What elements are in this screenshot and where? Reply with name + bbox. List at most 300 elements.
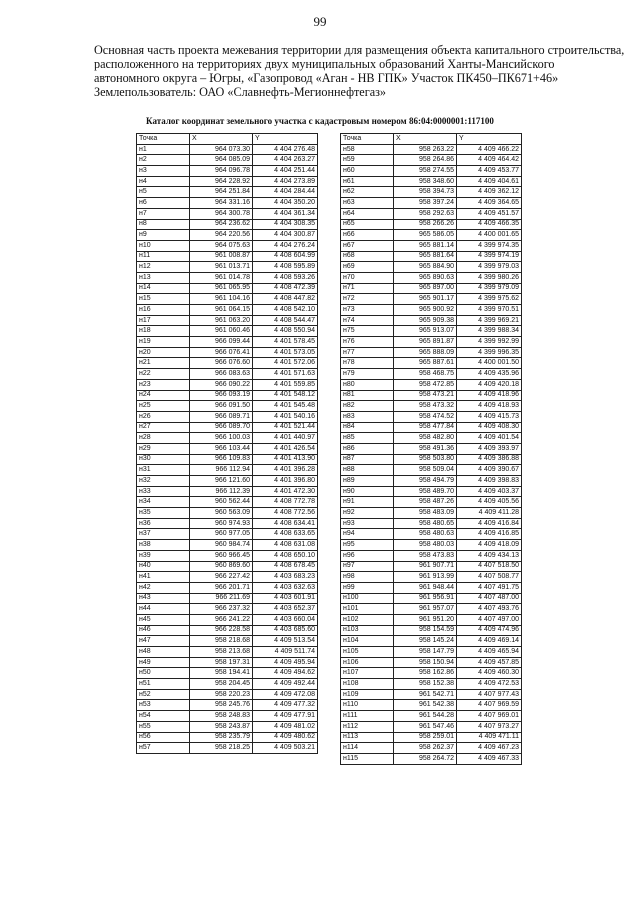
y-coordinate-cell: 4 404 251.44 — [253, 166, 318, 177]
point-id-cell: н6 — [137, 198, 190, 209]
table-row — [341, 476, 522, 487]
y-coordinate-cell: 4 409 420.18 — [457, 379, 522, 390]
point-id-cell: н112 — [341, 721, 394, 732]
y-coordinate-cell: 4 399 969.21 — [457, 315, 522, 326]
table-row — [137, 614, 318, 625]
x-coordinate-cell: 961 951.20 — [394, 614, 457, 625]
table-row — [341, 732, 522, 743]
header-line: расположенного на территориях двух муниципальных образований Ханты-Мансийского — [94, 57, 555, 71]
x-coordinate-cell: 965 888.09 — [394, 347, 457, 358]
point-id-cell: н42 — [137, 582, 190, 593]
point-id-cell: н20 — [137, 347, 190, 358]
x-coordinate-cell: 966 109.83 — [190, 454, 253, 465]
x-coordinate-cell: 958 494.79 — [394, 476, 457, 487]
x-coordinate-cell: 961 907.71 — [394, 561, 457, 572]
y-coordinate-cell: 4 408 595.89 — [253, 262, 318, 273]
point-id-cell: н63 — [341, 198, 394, 209]
table-row — [137, 550, 318, 561]
table-row — [137, 240, 318, 251]
coordinates-table-left — [136, 133, 318, 754]
x-coordinate-cell: 958 220.23 — [190, 689, 253, 700]
table-row — [341, 187, 522, 198]
y-coordinate-cell: 4 407 977.43 — [457, 689, 522, 700]
y-coordinate-cell: 4 408 678.45 — [253, 561, 318, 572]
x-coordinate-cell: 960 869.60 — [190, 561, 253, 572]
column-header-x: X — [190, 134, 253, 145]
table-row — [137, 347, 318, 358]
y-coordinate-cell: 4 409 477.91 — [253, 711, 318, 722]
point-id-cell: н64 — [341, 208, 394, 219]
point-id-cell: н90 — [341, 486, 394, 497]
point-id-cell: н102 — [341, 614, 394, 625]
table-row — [341, 390, 522, 401]
point-id-cell: н36 — [137, 518, 190, 529]
table-row — [341, 315, 522, 326]
y-coordinate-cell: 4 401 440.97 — [253, 433, 318, 444]
point-id-cell: н72 — [341, 294, 394, 305]
y-coordinate-cell: 4 407 493.76 — [457, 604, 522, 615]
x-coordinate-cell: 960 563.09 — [190, 508, 253, 519]
table-row — [137, 208, 318, 219]
table-row — [137, 540, 318, 551]
table-row — [341, 155, 522, 166]
x-coordinate-cell: 958 491.36 — [394, 443, 457, 454]
table-row — [137, 422, 318, 433]
x-coordinate-cell: 958 477.84 — [394, 422, 457, 433]
table-row — [341, 198, 522, 209]
table-row — [341, 208, 522, 219]
point-id-cell: н79 — [341, 369, 394, 380]
x-coordinate-cell: 958 162.86 — [394, 668, 457, 679]
x-coordinate-cell: 966 099.44 — [190, 337, 253, 348]
table-row — [137, 518, 318, 529]
y-coordinate-cell: 4 409 513.54 — [253, 636, 318, 647]
table-row — [137, 294, 318, 305]
y-coordinate-cell: 4 407 508.77 — [457, 572, 522, 583]
y-coordinate-cell: 4 399 979.09 — [457, 283, 522, 294]
point-id-cell: н57 — [137, 743, 190, 754]
point-id-cell: н78 — [341, 358, 394, 369]
point-id-cell: н4 — [137, 176, 190, 187]
header-line: Основная часть проекта межевания территории для размещения объекта капитального строительства, — [94, 43, 625, 57]
x-coordinate-cell: 961 547.46 — [394, 721, 457, 732]
table-row — [341, 700, 522, 711]
point-id-cell: н3 — [137, 166, 190, 177]
table-row — [137, 561, 318, 572]
table-row — [341, 518, 522, 529]
y-coordinate-cell: 4 409 453.77 — [457, 166, 522, 177]
y-coordinate-cell: 4 409 494.62 — [253, 668, 318, 679]
x-coordinate-cell: 961 542.38 — [394, 700, 457, 711]
x-coordinate-cell: 958 292.63 — [394, 208, 457, 219]
y-coordinate-cell: 4 409 411.28 — [457, 508, 522, 519]
point-id-cell: н21 — [137, 358, 190, 369]
point-id-cell: н66 — [341, 230, 394, 241]
table-row — [137, 272, 318, 283]
point-id-cell: н18 — [137, 326, 190, 337]
y-coordinate-cell: 4 409 434.13 — [457, 550, 522, 561]
point-id-cell: н38 — [137, 540, 190, 551]
point-id-cell: н106 — [341, 657, 394, 668]
y-coordinate-cell: 4 403 683.23 — [253, 572, 318, 583]
x-coordinate-cell: 965 881.64 — [394, 251, 457, 262]
y-coordinate-cell: 4 409 511.74 — [253, 647, 318, 658]
y-coordinate-cell: 4 400 001.50 — [457, 358, 522, 369]
y-coordinate-cell: 4 401 413.90 — [253, 454, 318, 465]
point-id-cell: н32 — [137, 476, 190, 487]
point-id-cell: н14 — [137, 283, 190, 294]
table-row — [137, 668, 318, 679]
y-coordinate-cell: 4 407 487.00 — [457, 593, 522, 604]
y-coordinate-cell: 4 399 975.62 — [457, 294, 522, 305]
x-coordinate-cell: 966 241.22 — [190, 614, 253, 625]
point-id-cell: н98 — [341, 572, 394, 583]
y-coordinate-cell: 4 408 604.99 — [253, 251, 318, 262]
y-coordinate-cell: 4 401 396.28 — [253, 465, 318, 476]
x-coordinate-cell: 961 063.20 — [190, 315, 253, 326]
table-row — [341, 166, 522, 177]
table-row — [137, 486, 318, 497]
y-coordinate-cell: 4 409 503.21 — [253, 743, 318, 754]
y-coordinate-cell: 4 399 992.99 — [457, 337, 522, 348]
x-coordinate-cell: 958 235.79 — [190, 732, 253, 743]
x-coordinate-cell: 964 075.63 — [190, 240, 253, 251]
table-row — [341, 572, 522, 583]
table-row — [137, 155, 318, 166]
table-row — [137, 305, 318, 316]
x-coordinate-cell: 960 966.45 — [190, 550, 253, 561]
point-id-cell: н53 — [137, 700, 190, 711]
y-coordinate-cell: 4 401 540.16 — [253, 411, 318, 422]
point-id-cell: н41 — [137, 572, 190, 583]
point-id-cell: н99 — [341, 582, 394, 593]
x-coordinate-cell: 958 204.45 — [190, 679, 253, 690]
point-id-cell: н111 — [341, 711, 394, 722]
y-coordinate-cell: 4 408 633.65 — [253, 529, 318, 540]
y-coordinate-cell: 4 404 276.24 — [253, 240, 318, 251]
y-coordinate-cell: 4 408 472.39 — [253, 283, 318, 294]
x-coordinate-cell: 958 487.26 — [394, 497, 457, 508]
table-row — [341, 636, 522, 647]
point-id-cell: н77 — [341, 347, 394, 358]
table-row — [137, 657, 318, 668]
y-coordinate-cell: 4 409 364.65 — [457, 198, 522, 209]
x-coordinate-cell: 966 103.44 — [190, 443, 253, 454]
x-coordinate-cell: 961 104.16 — [190, 294, 253, 305]
point-id-cell: н108 — [341, 679, 394, 690]
y-coordinate-cell: 4 404 308.35 — [253, 219, 318, 230]
x-coordinate-cell: 958 348.60 — [394, 176, 457, 187]
y-coordinate-cell: 4 408 650.10 — [253, 550, 318, 561]
table-row — [341, 550, 522, 561]
table-row — [341, 176, 522, 187]
table-row — [137, 219, 318, 230]
x-coordinate-cell: 966 076.41 — [190, 347, 253, 358]
point-id-cell: н97 — [341, 561, 394, 572]
x-coordinate-cell: 964 228.92 — [190, 176, 253, 187]
y-coordinate-cell: 4 409 390.67 — [457, 465, 522, 476]
y-coordinate-cell: 4 409 401.54 — [457, 433, 522, 444]
x-coordinate-cell: 958 482.80 — [394, 433, 457, 444]
table-row — [137, 262, 318, 273]
x-coordinate-cell: 966 112.94 — [190, 465, 253, 476]
y-coordinate-cell: 4 409 472.08 — [253, 689, 318, 700]
table-row — [137, 326, 318, 337]
y-coordinate-cell: 4 409 415.73 — [457, 411, 522, 422]
point-id-cell: н1 — [137, 144, 190, 155]
point-id-cell: н113 — [341, 732, 394, 743]
table-row — [341, 411, 522, 422]
table-row — [137, 700, 318, 711]
y-coordinate-cell: 4 408 544.47 — [253, 315, 318, 326]
point-id-cell: н49 — [137, 657, 190, 668]
point-id-cell: н22 — [137, 369, 190, 380]
column-header-point: Точка — [341, 134, 394, 145]
table-row — [137, 593, 318, 604]
x-coordinate-cell: 961 060.46 — [190, 326, 253, 337]
x-coordinate-cell: 966 076.60 — [190, 358, 253, 369]
y-coordinate-cell: 4 409 466.22 — [457, 144, 522, 155]
y-coordinate-cell: 4 408 542.10 — [253, 305, 318, 316]
table-row — [341, 272, 522, 283]
table-row — [341, 721, 522, 732]
point-id-cell: н30 — [137, 454, 190, 465]
y-coordinate-cell: 4 409 466.35 — [457, 219, 522, 230]
point-id-cell: н88 — [341, 465, 394, 476]
x-coordinate-cell: 958 218.68 — [190, 636, 253, 647]
table-row — [137, 390, 318, 401]
table-row — [341, 433, 522, 444]
x-coordinate-cell: 966 201.71 — [190, 582, 253, 593]
x-coordinate-cell: 966 093.19 — [190, 390, 253, 401]
point-id-cell: н39 — [137, 550, 190, 561]
x-coordinate-cell: 965 891.87 — [394, 337, 457, 348]
x-coordinate-cell: 958 218.25 — [190, 743, 253, 754]
x-coordinate-cell: 958 397.24 — [394, 198, 457, 209]
y-coordinate-cell: 4 407 969.01 — [457, 711, 522, 722]
x-coordinate-cell: 958 194.41 — [190, 668, 253, 679]
point-id-cell: н55 — [137, 721, 190, 732]
point-id-cell: н75 — [341, 326, 394, 337]
table-row — [137, 732, 318, 743]
x-coordinate-cell: 958 150.94 — [394, 657, 457, 668]
table-row — [341, 219, 522, 230]
point-id-cell: н73 — [341, 305, 394, 316]
y-coordinate-cell: 4 404 361.34 — [253, 208, 318, 219]
x-coordinate-cell: 960 977.05 — [190, 529, 253, 540]
y-coordinate-cell: 4 409 465.94 — [457, 647, 522, 658]
x-coordinate-cell: 958 264.72 — [394, 753, 457, 764]
x-coordinate-cell: 958 248.83 — [190, 711, 253, 722]
table-row — [341, 614, 522, 625]
x-coordinate-cell: 965 890.63 — [394, 272, 457, 283]
y-coordinate-cell: 4 409 472.53 — [457, 679, 522, 690]
table-row — [341, 251, 522, 262]
y-coordinate-cell: 4 409 418.09 — [457, 540, 522, 551]
point-id-cell: н25 — [137, 401, 190, 412]
y-coordinate-cell: 4 409 416.85 — [457, 529, 522, 540]
table-row — [137, 251, 318, 262]
table-row — [137, 625, 318, 636]
table-row — [341, 326, 522, 337]
point-id-cell: н33 — [137, 486, 190, 497]
point-id-cell: н13 — [137, 272, 190, 283]
point-id-cell: н24 — [137, 390, 190, 401]
point-id-cell: н51 — [137, 679, 190, 690]
point-id-cell: н60 — [341, 166, 394, 177]
x-coordinate-cell: 958 266.26 — [394, 219, 457, 230]
x-coordinate-cell: 958 245.76 — [190, 700, 253, 711]
y-coordinate-cell: 4 409 477.32 — [253, 700, 318, 711]
table-row — [137, 465, 318, 476]
point-id-cell: н23 — [137, 379, 190, 390]
y-coordinate-cell: 4 409 467.23 — [457, 743, 522, 754]
point-id-cell: н68 — [341, 251, 394, 262]
x-coordinate-cell: 961 948.44 — [394, 582, 457, 593]
table-row — [341, 668, 522, 679]
y-coordinate-cell: 4 408 772.56 — [253, 508, 318, 519]
table-row — [341, 465, 522, 476]
point-id-cell: н62 — [341, 187, 394, 198]
table-row — [341, 262, 522, 273]
y-coordinate-cell: 4 403 652.37 — [253, 604, 318, 615]
point-id-cell: н67 — [341, 240, 394, 251]
point-id-cell: н54 — [137, 711, 190, 722]
point-id-cell: н74 — [341, 315, 394, 326]
x-coordinate-cell: 966 121.60 — [190, 476, 253, 487]
table-row — [137, 721, 318, 732]
x-coordinate-cell: 961 544.28 — [394, 711, 457, 722]
table-row — [341, 305, 522, 316]
point-id-cell: н59 — [341, 155, 394, 166]
table-row — [341, 497, 522, 508]
table-row — [137, 401, 318, 412]
table-row — [137, 497, 318, 508]
point-id-cell: н37 — [137, 529, 190, 540]
y-coordinate-cell: 4 403 685.60 — [253, 625, 318, 636]
x-coordinate-cell: 965 887.61 — [394, 358, 457, 369]
y-coordinate-cell: 4 399 970.51 — [457, 305, 522, 316]
x-coordinate-cell: 958 213.68 — [190, 647, 253, 658]
y-coordinate-cell: 4 404 284.44 — [253, 187, 318, 198]
y-coordinate-cell: 4 407 969.59 — [457, 700, 522, 711]
table-row — [341, 486, 522, 497]
table-header-row — [341, 134, 522, 145]
y-coordinate-cell: 4 403 601.91 — [253, 593, 318, 604]
x-coordinate-cell: 960 562.44 — [190, 497, 253, 508]
table-row — [137, 144, 318, 155]
table-row — [341, 144, 522, 155]
table-row — [341, 358, 522, 369]
x-coordinate-cell: 961 065.95 — [190, 283, 253, 294]
y-coordinate-cell: 4 409 481.02 — [253, 721, 318, 732]
table-row — [137, 636, 318, 647]
x-coordinate-cell: 961 013.71 — [190, 262, 253, 273]
table-row — [341, 401, 522, 412]
table-row — [137, 689, 318, 700]
point-id-cell: н91 — [341, 497, 394, 508]
coordinates-table-right — [340, 133, 522, 765]
y-coordinate-cell: 4 409 418.93 — [457, 401, 522, 412]
x-coordinate-cell: 958 473.32 — [394, 401, 457, 412]
x-coordinate-cell: 958 489.70 — [394, 486, 457, 497]
table-row — [341, 593, 522, 604]
y-coordinate-cell: 4 408 634.41 — [253, 518, 318, 529]
y-coordinate-cell: 4 401 548.12 — [253, 390, 318, 401]
y-coordinate-cell: 4 409 408.30 — [457, 422, 522, 433]
x-coordinate-cell: 965 909.38 — [394, 315, 457, 326]
table-row — [341, 230, 522, 241]
x-coordinate-cell: 958 480.65 — [394, 518, 457, 529]
x-coordinate-cell: 958 473.21 — [394, 390, 457, 401]
point-id-cell: н15 — [137, 294, 190, 305]
table-row — [341, 422, 522, 433]
table-row — [137, 529, 318, 540]
x-coordinate-cell: 964 331.16 — [190, 198, 253, 209]
x-coordinate-cell: 961 913.99 — [394, 572, 457, 583]
table-row — [341, 689, 522, 700]
point-id-cell: н45 — [137, 614, 190, 625]
x-coordinate-cell: 958 472.85 — [394, 379, 457, 390]
y-coordinate-cell: 4 404 300.87 — [253, 230, 318, 241]
x-coordinate-cell: 958 154.59 — [394, 625, 457, 636]
x-coordinate-cell: 958 259.01 — [394, 732, 457, 743]
point-id-cell: н58 — [341, 144, 394, 155]
x-coordinate-cell: 965 913.07 — [394, 326, 457, 337]
y-coordinate-cell: 4 403 660.04 — [253, 614, 318, 625]
table-row — [341, 443, 522, 454]
point-id-cell: н109 — [341, 689, 394, 700]
table-row — [137, 679, 318, 690]
x-coordinate-cell: 958 152.38 — [394, 679, 457, 690]
point-id-cell: н87 — [341, 454, 394, 465]
table-row — [341, 582, 522, 593]
x-coordinate-cell: 964 220.56 — [190, 230, 253, 241]
table-row — [137, 476, 318, 487]
point-id-cell: н93 — [341, 518, 394, 529]
y-coordinate-cell: 4 408 447.82 — [253, 294, 318, 305]
table-row — [341, 294, 522, 305]
table-row — [341, 347, 522, 358]
point-id-cell: н48 — [137, 647, 190, 658]
y-coordinate-cell: 4 409 386.88 — [457, 454, 522, 465]
y-coordinate-cell: 4 409 474.96 — [457, 625, 522, 636]
x-coordinate-cell: 961 008.87 — [190, 251, 253, 262]
point-id-cell: н44 — [137, 604, 190, 615]
y-coordinate-cell: 4 401 545.48 — [253, 401, 318, 412]
table-row — [341, 337, 522, 348]
column-header-y: Y — [253, 134, 318, 145]
header-line: Землепользователь: ОАО «Славнефть-Мегионнефтегаз» — [94, 85, 387, 99]
table-row — [137, 315, 318, 326]
y-coordinate-cell: 4 401 572.06 — [253, 358, 318, 369]
header-line: автономного округа – Югры, «Газопровод «Аган - НВ ГПК» Участок ПК450–ПК671+46» — [94, 71, 559, 85]
y-coordinate-cell: 4 404 273.89 — [253, 176, 318, 187]
table-row — [137, 358, 318, 369]
x-coordinate-cell: 965 881.14 — [394, 240, 457, 251]
point-id-cell: н43 — [137, 593, 190, 604]
point-id-cell: н2 — [137, 155, 190, 166]
point-id-cell: н76 — [341, 337, 394, 348]
x-coordinate-cell: 958 243.87 — [190, 721, 253, 732]
y-coordinate-cell: 4 399 974.19 — [457, 251, 522, 262]
point-id-cell: н115 — [341, 753, 394, 764]
y-coordinate-cell: 4 401 426.54 — [253, 443, 318, 454]
table-row — [137, 411, 318, 422]
y-coordinate-cell: 4 409 469.14 — [457, 636, 522, 647]
table-row — [137, 572, 318, 583]
table-row — [341, 369, 522, 380]
